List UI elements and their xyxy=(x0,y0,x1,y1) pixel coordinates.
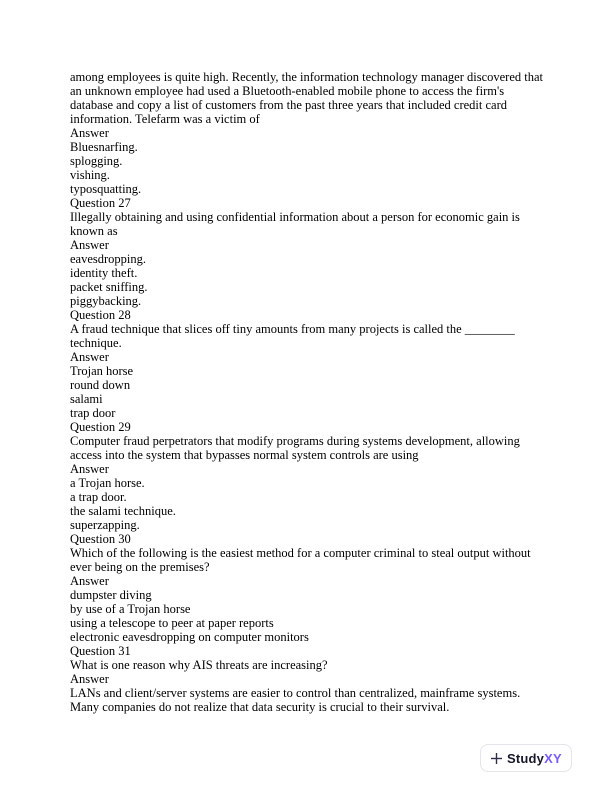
text-line: Question 30 xyxy=(70,532,131,546)
text-line: electronic eavesdropping on computer monitors xyxy=(70,630,309,644)
text-line: dumpster diving xyxy=(70,588,152,602)
text-line: trap door xyxy=(70,406,116,420)
text-line: superzapping. xyxy=(70,518,140,532)
text-line: Many companies do not realize that data security is crucial to their survival. xyxy=(70,700,450,714)
text-line: Trojan horse xyxy=(70,364,134,378)
brand-suffix: XY xyxy=(544,750,562,766)
text-line: Answer xyxy=(70,574,109,588)
text-line: Illegally obtaining and using confidential information about a person for economic gain is known as xyxy=(70,210,520,238)
brand-wordmark xyxy=(507,751,562,766)
text-line: piggybacking. xyxy=(70,294,142,308)
text-line: splogging. xyxy=(70,154,123,168)
studyxy-logo-badge xyxy=(480,744,572,772)
text-line: Question 27 xyxy=(70,196,131,210)
text-line: What is one reason why AIS threats are increasing? xyxy=(70,658,328,672)
text-line: Answer xyxy=(70,126,109,140)
text-line: Answer xyxy=(70,350,109,364)
text-line: identity theft. xyxy=(70,266,138,280)
text-line: A fraud technique that slices off tiny amounts from many projects is called the ________ technique. xyxy=(70,322,515,350)
text-line: eavesdropping. xyxy=(70,252,147,266)
plus-icon xyxy=(490,752,503,765)
brand-prefix: Study xyxy=(507,750,545,766)
text-line: the salami technique. xyxy=(70,504,176,518)
document-lines xyxy=(70,70,544,714)
text-line: a trap door. xyxy=(70,490,127,504)
text-line: round down xyxy=(70,378,131,392)
text-line: LANs and client/server systems are easier to control than centralized, mainframe systems. xyxy=(70,686,521,700)
text-line: Answer xyxy=(70,238,109,252)
text-line: Question 29 xyxy=(70,420,131,434)
text-line: Bluesnarfing. xyxy=(70,140,138,154)
text-line: Computer fraud perpetrators that modify programs during systems development, allowing access into the system that bypasses normal system controls are using xyxy=(70,434,520,462)
text-line: typosquatting. xyxy=(70,182,142,196)
text-line: Question 31 xyxy=(70,644,131,658)
text-line: packet sniffing. xyxy=(70,280,148,294)
text-line: Which of the following is the easiest method for a computer criminal to steal output without ever being on the premises? xyxy=(70,546,531,574)
text-line: Question 28 xyxy=(70,308,131,322)
text-line: a Trojan horse. xyxy=(70,476,145,490)
text-line: Answer xyxy=(70,462,109,476)
text-line: by use of a Trojan horse xyxy=(70,602,191,616)
text-line: among employees is quite high. Recently, the information technology manager discovered that an unknown employee had used a Bluetooth-enabled mobile phone to access the firm's database and copy a list of customers from the past three years that included credit card information. Telefarm was a victim of xyxy=(70,70,544,126)
text-line: vishing. xyxy=(70,168,110,182)
text-line: using a telescope to peer at paper reports xyxy=(70,616,274,630)
text-line: salami xyxy=(70,392,103,406)
text-line: Answer xyxy=(70,672,109,686)
